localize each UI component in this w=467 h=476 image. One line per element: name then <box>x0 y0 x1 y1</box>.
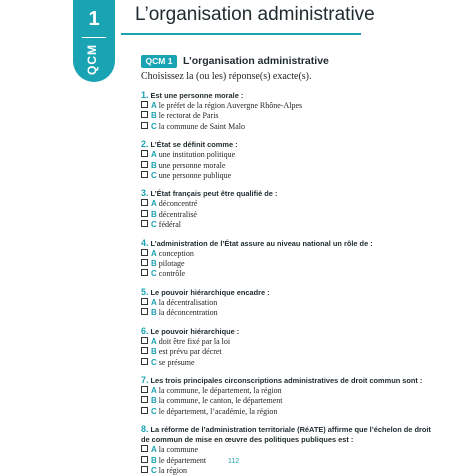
question-number: 6. <box>141 325 149 336</box>
option-text: le rectorat de Paris <box>158 111 219 121</box>
option-letter: B <box>151 209 157 219</box>
question-4 <box>141 238 441 280</box>
option-letter: A <box>151 297 157 307</box>
option-letter: C <box>151 220 157 230</box>
question-label: L’État français peut être qualifié de : <box>150 189 278 199</box>
checkbox[interactable] <box>141 171 148 178</box>
answer-option[interactable] <box>141 445 441 455</box>
option-letter: A <box>151 336 157 346</box>
question-text <box>141 287 441 298</box>
option-text: une institution politique <box>158 150 236 160</box>
answer-option[interactable] <box>141 259 441 269</box>
answer-option[interactable] <box>141 337 441 347</box>
option-text: fédéral <box>158 220 181 230</box>
option-letter: C <box>151 357 157 367</box>
question-number: 8. <box>141 424 149 435</box>
option-letter: A <box>151 445 157 455</box>
option-letter: B <box>151 347 157 357</box>
checkbox[interactable] <box>141 259 148 266</box>
answer-option[interactable] <box>141 220 441 230</box>
checkbox[interactable] <box>141 111 148 118</box>
chapter-tab-label: QCM <box>85 44 99 75</box>
question-number: 2. <box>141 139 149 150</box>
checkbox[interactable] <box>141 456 148 463</box>
question-label: Est une personne morale : <box>150 91 244 100</box>
checkbox[interactable] <box>141 269 148 276</box>
qcm-badge: QCM 1 <box>141 55 177 68</box>
question-number: 1. <box>141 90 149 100</box>
question-text <box>141 375 441 386</box>
question-number: 3. <box>141 188 149 199</box>
page-title: L’organisation administrative <box>135 4 375 25</box>
question-5 <box>141 287 441 319</box>
option-text: le département, l’académie, la région <box>158 406 278 416</box>
checkbox[interactable] <box>141 220 148 227</box>
answer-option[interactable] <box>141 347 441 357</box>
question-1 <box>141 90 441 132</box>
answer-option[interactable] <box>141 111 441 121</box>
question-text <box>141 424 441 445</box>
checkbox[interactable] <box>141 298 148 305</box>
question-text <box>141 90 441 101</box>
answer-option[interactable] <box>141 466 441 476</box>
question-text <box>141 238 441 249</box>
option-text: la commune, le canton, le département <box>158 396 283 406</box>
option-text: la commune <box>158 445 199 455</box>
answer-option[interactable] <box>141 308 441 318</box>
option-letter: B <box>151 396 157 406</box>
option-letter: B <box>151 111 157 121</box>
question-number: 5. <box>141 286 149 297</box>
option-letter: B <box>151 455 157 465</box>
question-label: La réforme de l’administration territoriale (RéATE) affirme que l’échelon de droit de commun de mise en œuvre des politiques publiques est : <box>141 425 431 445</box>
question-list <box>141 83 441 476</box>
checkbox[interactable] <box>141 396 148 403</box>
question-text <box>141 326 441 337</box>
option-text: une personne morale <box>158 160 226 170</box>
question-text <box>141 139 441 150</box>
checkbox[interactable] <box>141 445 148 452</box>
option-letter: C <box>151 121 157 131</box>
option-letter: C <box>151 406 157 416</box>
checkbox[interactable] <box>141 407 148 414</box>
chapter-tab-divider <box>82 37 106 38</box>
option-text: décentralisé <box>158 209 197 219</box>
question-text <box>141 188 441 199</box>
option-letter: A <box>151 385 157 395</box>
chapter-tab <box>73 0 115 82</box>
question-label: L’administration de l’État assure au niveau national un rôle de : <box>150 238 373 248</box>
question-label: L’État se définit comme : <box>150 140 238 150</box>
answer-option[interactable] <box>141 456 441 466</box>
option-text: la décentralisation <box>158 297 218 307</box>
answer-option[interactable] <box>141 161 441 171</box>
question-7 <box>141 375 441 417</box>
checkbox[interactable] <box>141 358 148 365</box>
checkbox[interactable] <box>141 347 148 354</box>
option-text: pilotage <box>158 259 185 269</box>
answer-option[interactable] <box>141 199 441 209</box>
answer-option[interactable] <box>141 122 441 132</box>
option-letter: B <box>151 259 157 269</box>
option-text: la commune de Saint Malo <box>158 121 245 131</box>
option-text: contrôle <box>158 269 185 279</box>
answer-option[interactable] <box>141 150 441 160</box>
question-label: Le pouvoir hiérarchique : <box>150 326 240 336</box>
option-text: une personne publique <box>158 171 232 181</box>
option-letter: C <box>151 465 157 475</box>
option-text: conception <box>158 248 194 258</box>
option-letter: A <box>151 101 157 110</box>
option-letter: A <box>151 150 157 160</box>
option-text: se présume <box>158 357 195 367</box>
answer-option[interactable] <box>141 386 441 396</box>
qcm-title: L’organisation administrative <box>183 55 329 67</box>
option-text: doit être fixé par la loi <box>158 336 231 346</box>
instruction-text: Choisissez la (ou les) réponse(s) exacte(s). <box>141 71 312 82</box>
option-text: déconcentré <box>158 199 198 209</box>
checkbox[interactable] <box>141 199 148 206</box>
answer-option[interactable] <box>141 396 441 406</box>
option-letter: B <box>151 308 157 318</box>
page-number: 112 <box>228 458 240 465</box>
option-letter: A <box>151 248 157 258</box>
chapter-number: 1 <box>88 8 100 30</box>
answer-option[interactable] <box>141 101 441 111</box>
answer-option[interactable] <box>141 298 441 308</box>
option-text: est prévu par décret <box>158 347 222 357</box>
checkbox[interactable] <box>141 249 148 256</box>
checkbox[interactable] <box>141 161 148 168</box>
answer-option[interactable] <box>141 210 441 220</box>
option-text: le département <box>158 455 207 465</box>
checkbox[interactable] <box>141 101 148 108</box>
question-number: 4. <box>141 237 149 248</box>
checkbox[interactable] <box>141 210 148 217</box>
option-letter: A <box>151 199 157 209</box>
option-text: le préfet de la région Auvergne Rhône-Alpes <box>158 101 303 110</box>
option-letter: B <box>151 160 157 170</box>
checkbox[interactable] <box>141 122 148 129</box>
option-text: la déconcentration <box>158 308 218 318</box>
question-6 <box>141 326 441 368</box>
option-letter: C <box>151 269 157 279</box>
option-text: la commune, le département, la région <box>158 385 282 395</box>
question-2 <box>141 139 441 181</box>
option-letter: C <box>151 171 157 181</box>
checkbox[interactable] <box>141 337 148 344</box>
answer-option[interactable] <box>141 249 441 259</box>
answer-option[interactable] <box>141 358 441 368</box>
question-label: Les trois principales circonscriptions administratives de droit commun sont : <box>150 375 423 385</box>
checkbox[interactable] <box>141 150 148 157</box>
question-label: Le pouvoir hiérarchique encadre : <box>150 287 270 297</box>
option-text: la région <box>158 465 187 475</box>
checkbox[interactable] <box>141 308 148 315</box>
question-number: 7. <box>141 374 149 385</box>
title-underline <box>121 33 361 35</box>
checkbox[interactable] <box>141 386 148 393</box>
question-8 <box>141 424 441 476</box>
answer-option[interactable] <box>141 269 441 279</box>
answer-option[interactable] <box>141 171 441 181</box>
answer-option[interactable] <box>141 407 441 417</box>
question-3 <box>141 188 441 230</box>
